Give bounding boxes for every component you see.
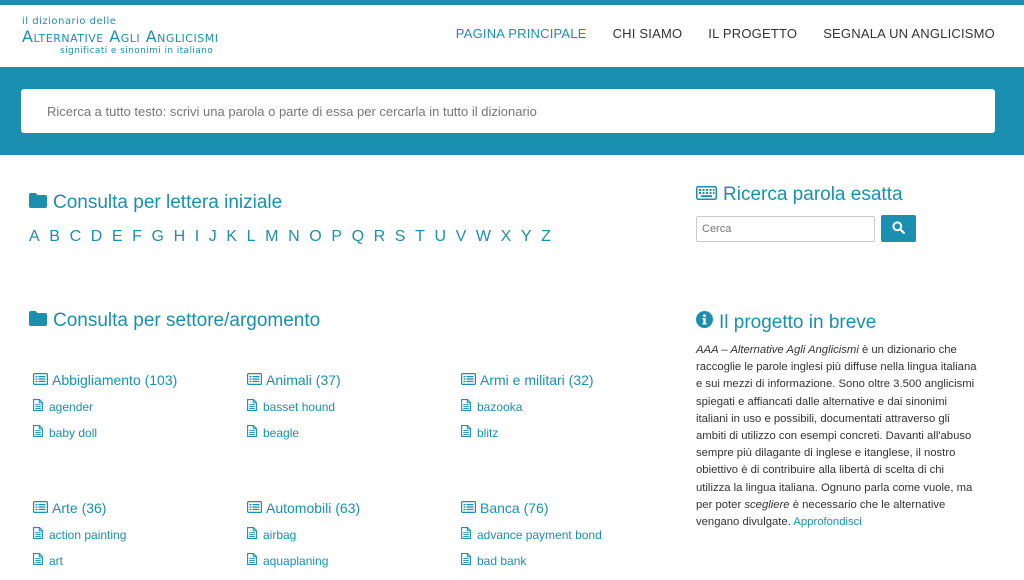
term-label: basset hound <box>263 399 336 414</box>
category-link-arte[interactable] <box>33 500 126 516</box>
term-link[interactable] <box>461 425 594 440</box>
folder-icon <box>29 310 47 332</box>
list-alt-icon <box>461 500 476 516</box>
file-text-icon <box>461 527 471 542</box>
list-alt-icon <box>33 500 48 516</box>
category-block <box>247 372 341 440</box>
letter-link-c[interactable]: C <box>69 228 82 245</box>
fulltext-search-input[interactable] <box>21 89 995 133</box>
letter-link-l[interactable]: L <box>246 228 256 245</box>
letter-link-q[interactable]: Q <box>351 228 365 245</box>
category-link-animali[interactable] <box>247 372 341 388</box>
letter-index <box>29 228 561 246</box>
letter-section-title: Consulta per lettera iniziale <box>53 192 283 213</box>
file-text-icon <box>33 553 43 568</box>
letter-link-k[interactable]: K <box>226 228 238 245</box>
file-text-icon <box>33 527 43 542</box>
category-link-armi-e-militari[interactable] <box>461 372 594 388</box>
file-text-icon <box>461 553 471 568</box>
nav-pagina-principale[interactable]: PAGINA PRINCIPALE <box>455 26 587 41</box>
category-title: Animali (37) <box>266 372 341 388</box>
site-logo[interactable] <box>22 16 218 57</box>
letter-link-z[interactable]: Z <box>541 228 552 245</box>
file-text-icon <box>33 425 43 440</box>
term-link[interactable] <box>461 399 594 414</box>
file-text-icon <box>461 425 471 440</box>
term-link[interactable] <box>247 425 341 440</box>
file-text-icon <box>247 425 257 440</box>
term-link[interactable] <box>247 399 341 414</box>
letter-link-a[interactable]: A <box>29 228 40 245</box>
nav-chi-siamo[interactable]: CHI SIAMO <box>612 26 683 41</box>
list-alt-icon <box>247 500 262 516</box>
category-title: Abbigliamento (103) <box>52 372 178 388</box>
search-hero <box>0 67 1024 155</box>
letter-link-e[interactable]: E <box>111 228 123 245</box>
term-label: bazooka <box>477 399 523 414</box>
letter-link-f[interactable]: F <box>132 228 143 245</box>
letter-link-g[interactable]: G <box>151 228 165 245</box>
file-text-icon <box>33 399 43 414</box>
list-alt-icon <box>33 372 48 388</box>
list-alt-icon <box>247 372 262 388</box>
file-text-icon <box>247 527 257 542</box>
about-project-name: AAA – Alternative Agli Anglicismi <box>696 344 859 356</box>
term-label: beagle <box>263 425 300 440</box>
term-link[interactable] <box>247 527 360 542</box>
term-link[interactable] <box>33 399 177 414</box>
logo-line-2: Alternative Agli Anglicismi <box>22 27 219 46</box>
nav-il-progetto[interactable]: IL PROGETTO <box>708 26 798 41</box>
letter-link-o[interactable]: O <box>309 228 323 245</box>
term-label: baby doll <box>49 425 98 440</box>
about-heading <box>696 311 876 334</box>
term-label: blitz <box>477 425 499 440</box>
sector-section-title: Consulta per settore/argomento <box>53 310 321 331</box>
category-title: Automobili (63) <box>266 500 361 516</box>
letter-link-s[interactable]: S <box>394 228 406 245</box>
list-alt-icon <box>461 372 476 388</box>
about-emphasis: scegliere <box>744 498 790 511</box>
info-circle-icon <box>696 311 713 334</box>
category-block <box>461 372 594 440</box>
letter-link-t[interactable]: T <box>415 228 426 245</box>
letter-link-x[interactable]: X <box>500 228 512 245</box>
term-label: aquaplaning <box>263 553 329 568</box>
term-link[interactable] <box>247 553 360 568</box>
category-block <box>33 500 126 568</box>
letter-link-i[interactable]: I <box>194 228 200 245</box>
term-label: advance payment bond <box>477 527 602 542</box>
file-text-icon <box>461 399 471 414</box>
category-link-abbigliamento[interactable] <box>33 372 177 388</box>
keyboard-icon <box>696 184 717 206</box>
letter-link-u[interactable]: U <box>434 228 447 245</box>
exact-search-title: Ricerca parola esatta <box>723 184 903 205</box>
letter-link-j[interactable]: J <box>208 228 218 245</box>
letter-link-m[interactable]: M <box>265 228 279 245</box>
term-label: art <box>49 553 64 568</box>
category-block <box>461 500 602 568</box>
term-label: airbag <box>263 527 297 542</box>
category-title: Arte (36) <box>52 500 107 516</box>
exact-search-input[interactable] <box>696 216 875 242</box>
category-title: Banca (76) <box>480 500 549 516</box>
term-label: action painting <box>49 527 127 542</box>
search-icon <box>892 221 905 237</box>
category-block <box>247 500 360 568</box>
letter-link-y[interactable]: Y <box>520 228 532 245</box>
nav-segnala-anglicismo[interactable]: SEGNALA UN ANGLICISMO <box>823 26 995 41</box>
site-header <box>0 5 1024 67</box>
about-body-1: è un dizionario che raccoglie le parole inglesi più diffuse nella lingua italiana e sui mezzi di informazione. Sono oltre 3.500 anglicismi spiegati e affiancati dalle alternative e dai sinonimi italiani in uso e possibili, documentati attraverso gli ambiti di utilizzo con esempi concreti. Davanti all'abuso sempre più dilagante di inglese e itanglese, il nostro obiettivo è di contribuire alla libertà di scelta di chi utilizza la lingua italiana. Ognuno parla come vuole, ma per poter <box>696 344 977 511</box>
term-link[interactable] <box>33 553 126 568</box>
approfondisci-link[interactable]: Approfondisci <box>793 516 862 529</box>
category-title: Armi e militari (32) <box>480 372 594 388</box>
exact-search-heading <box>696 184 903 206</box>
sector-section-heading <box>29 310 320 332</box>
letter-link-w[interactable]: W <box>475 228 492 245</box>
letter-link-d[interactable]: D <box>90 228 103 245</box>
letter-link-r[interactable]: R <box>373 228 386 245</box>
letter-link-n[interactable]: N <box>288 228 300 245</box>
logo-line-3: significati e sinonimi in italiano <box>60 46 214 56</box>
category-block <box>33 372 177 440</box>
letter-link-b[interactable]: B <box>49 228 61 245</box>
category-link-banca[interactable] <box>461 500 602 516</box>
letter-section-heading <box>29 192 282 214</box>
term-label: agender <box>49 399 94 414</box>
term-link[interactable] <box>461 527 602 542</box>
about-text <box>696 342 978 531</box>
term-link[interactable] <box>461 553 602 568</box>
letter-link-h[interactable]: H <box>173 228 186 245</box>
letter-link-p[interactable]: P <box>331 228 343 245</box>
letter-link-v[interactable]: V <box>455 228 467 245</box>
folder-icon <box>29 192 47 214</box>
file-text-icon <box>247 553 257 568</box>
about-body-2: è necessario che le alternative vengano divulgate. <box>696 498 946 529</box>
category-link-automobili[interactable] <box>247 500 360 516</box>
about-title: Il progetto in breve <box>719 311 877 333</box>
file-text-icon <box>247 399 257 414</box>
main-nav <box>430 26 995 41</box>
term-link[interactable] <box>33 527 126 542</box>
term-label: bad bank <box>477 553 527 568</box>
term-link[interactable] <box>33 425 177 440</box>
logo-line-1: il dizionario delle <box>22 16 117 27</box>
exact-search-button[interactable] <box>881 215 916 242</box>
